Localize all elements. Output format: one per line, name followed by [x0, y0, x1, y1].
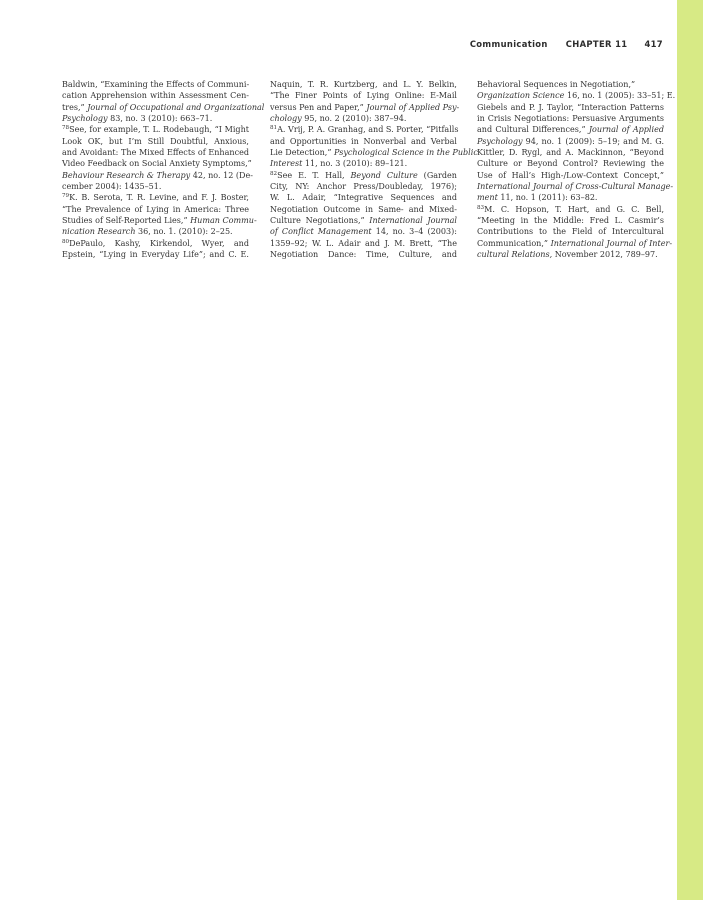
note-line	[477, 181, 674, 192]
note-line	[62, 113, 249, 124]
note-line	[62, 238, 249, 249]
italic-title: Journal of Applied	[588, 125, 664, 135]
note-text: 11, no. 3 (2010): 89–121.	[302, 159, 408, 169]
note-line	[62, 124, 249, 135]
note-text: Video Feedback on Social Anxiety Symptoms,”	[62, 159, 252, 169]
note-line	[62, 136, 249, 147]
note-text: DePaulo, Kashy, Kirkendol, Wyer, and	[69, 238, 249, 248]
note-text: “The Finer Points of Lying Online: E-Mail	[270, 91, 457, 101]
note-line	[62, 79, 249, 90]
note-text: Naquin, T. R. Kurtzberg, and L. Y. Belkin,	[270, 80, 457, 89]
italic-title: chology	[270, 114, 302, 124]
note-line	[270, 226, 457, 237]
note-text: 42, no. 12 (De-	[190, 170, 253, 180]
note-text: in Crisis Negotiations: Persuasive Arguments	[477, 114, 664, 124]
note-line	[270, 181, 457, 192]
note-text: 14, no. 3–4 (2003):	[371, 227, 457, 237]
note-line	[62, 90, 249, 101]
italic-title: nication Research	[62, 227, 136, 237]
note-line	[477, 226, 664, 237]
note-line	[62, 102, 265, 113]
note-text: Look OK, but I’m Still Doubtful, Anxious,	[62, 136, 249, 146]
section-title: Communication	[469, 39, 548, 49]
note-line	[477, 238, 673, 249]
note-number: 82	[270, 170, 278, 177]
note-text: Behavioral Sequences in Negotiation,”	[477, 80, 636, 89]
note-text: 36, no. 1. (2010): 2–25.	[135, 227, 233, 237]
note-line	[270, 113, 457, 124]
italic-title: ment	[477, 193, 498, 203]
italic-title: Psychology	[62, 114, 108, 124]
chapter-color-band	[677, 0, 703, 900]
note-text: 83, no. 3 (2010): 663–71.	[107, 114, 213, 124]
note-line	[62, 192, 249, 203]
note-line	[270, 102, 460, 113]
note-number: 78	[62, 125, 70, 132]
italic-title: Journal of Applied Psy-	[366, 102, 460, 112]
note-line	[270, 158, 457, 169]
note-text: “The Prevalence of Lying in America: Three	[62, 204, 249, 214]
note-line	[62, 147, 249, 158]
note-line	[270, 79, 457, 90]
note-line	[477, 147, 664, 158]
note-text: Culture Negotiations,”	[270, 216, 370, 226]
note-text: Baldwin, “Examining the Effects of Communi-	[62, 80, 250, 89]
note-line	[477, 192, 664, 203]
note-text: Negotiation Dance: Time, Culture, and	[270, 250, 457, 260]
note-line	[270, 170, 457, 181]
note-text: K. B. Serota, T. R. Levine, and F. J. Boster,	[69, 193, 249, 203]
note-line	[477, 158, 664, 169]
note-text: See, for example, T. L. Rodebaugh, “I Might	[69, 125, 249, 135]
note-text: City, NY: Anchor Press/Doubleday, 1976);	[270, 182, 457, 192]
note-number: 80	[62, 238, 70, 245]
note-text: Kittler, D. Rygl, and A. Mackinnon, “Beyond	[477, 148, 664, 158]
note-text: and Avoidant: The Mixed Effects of Enhanced	[62, 148, 249, 158]
italic-title: International Journal of Cross-Cultural Manage-	[477, 182, 674, 192]
notes-column-2	[270, 79, 478, 261]
note-text: Lie Detection,”	[270, 148, 335, 158]
note-line	[477, 102, 664, 113]
note-text: and Opportunities in Nonverbal and Verbal	[270, 136, 457, 146]
note-text: cation Apprehension within Assessment Cen-	[62, 91, 249, 101]
note-text: 95, no. 2 (2010): 387–94.	[301, 114, 407, 124]
italic-title: Interest	[270, 159, 303, 169]
note-text: Negotiation Outcome in Same- and Mixed-	[270, 204, 457, 214]
note-text: Studies of Self-Reported Lies,”	[62, 216, 191, 226]
note-line	[270, 147, 478, 158]
running-head	[470, 39, 663, 51]
note-line	[62, 249, 249, 260]
italic-title: Beyond Culture	[350, 170, 418, 180]
note-number: 81	[270, 125, 278, 132]
note-text: Contributions to the Field of Intercultural	[477, 227, 664, 237]
note-text: Communication,”	[477, 238, 551, 248]
italic-title: Human Commu-	[190, 216, 257, 226]
italic-title: Organization Science	[477, 91, 565, 101]
italic-title: Psychological Science in the Public	[334, 148, 478, 158]
page-number: 417	[644, 39, 663, 49]
note-text: Use of Hall’s High-/Low-Context Concept,”	[477, 170, 664, 180]
note-text: A. Vrij, P. A. Granhag, and S. Porter, “Pitfalls	[277, 125, 459, 135]
chapter-label: CHAPTER 11	[565, 39, 628, 49]
note-line	[62, 158, 252, 169]
note-text: M. C. Hopson, T. Hart, and G. C. Bell,	[484, 204, 664, 214]
note-text: W. L. Adair, “Integrative Sequences and	[270, 193, 457, 203]
note-line	[477, 249, 664, 260]
notes-column-1	[62, 79, 265, 261]
note-line	[477, 79, 664, 90]
note-line	[270, 238, 457, 249]
note-number: 79	[62, 193, 70, 200]
italic-title: International Journal	[369, 216, 457, 226]
note-line	[270, 204, 457, 215]
note-line	[270, 90, 457, 101]
notes-column-3	[477, 79, 676, 261]
note-text: Culture or Beyond Control? Reviewing the	[477, 159, 664, 169]
note-line	[477, 90, 676, 101]
note-text: and Cultural Differences,”	[477, 125, 589, 135]
note-line	[62, 215, 257, 226]
note-text: 11, no. 1 (2011): 63–82.	[497, 193, 598, 203]
note-text: 94, no. 1 (2009): 5–19; and M. G.	[522, 136, 664, 146]
note-line	[477, 124, 664, 135]
note-line	[477, 215, 664, 226]
note-line	[477, 170, 664, 181]
note-line	[477, 113, 664, 124]
note-text: (Garden	[417, 170, 457, 180]
note-line	[62, 181, 249, 192]
note-line	[270, 136, 457, 147]
note-line	[270, 192, 457, 203]
note-text: “Meeting in the Middle: Fred L. Casmir’s	[477, 216, 664, 226]
note-text: cember 2004): 1435–51.	[62, 182, 162, 192]
note-number: 83	[477, 204, 485, 211]
note-text: See E. T. Hall,	[277, 170, 351, 180]
note-line	[270, 249, 457, 260]
italic-title: cultural Relations,	[477, 250, 553, 260]
italic-title: of Conflict Management	[270, 227, 372, 237]
note-text: Epstein, “Lying in Everyday Life”; and C. E.	[62, 250, 249, 260]
note-text: tres,”	[62, 102, 88, 112]
note-line	[62, 204, 249, 215]
italic-title: Journal of Occupational and Organizational	[87, 102, 265, 112]
note-text: November 2012, 789–97.	[552, 250, 658, 260]
italic-title: Psychology	[477, 136, 523, 146]
note-text: versus Pen and Paper,”	[270, 102, 367, 112]
note-line	[477, 136, 664, 147]
italic-title: International Journal of Inter-	[550, 238, 673, 248]
note-line	[62, 170, 253, 181]
italic-title: Behaviour Research & Therapy	[62, 170, 191, 180]
note-line	[62, 226, 249, 237]
note-text: 1359–92; W. L. Adair and J. M. Brett, “The	[270, 238, 457, 248]
note-line	[477, 204, 664, 215]
note-text: Giebels and P. J. Taylor, “Interaction Patterns	[477, 102, 664, 112]
note-text: 16, no. 1 (2005): 33–51; E.	[564, 91, 676, 101]
note-line	[270, 124, 457, 135]
note-line	[270, 215, 457, 226]
